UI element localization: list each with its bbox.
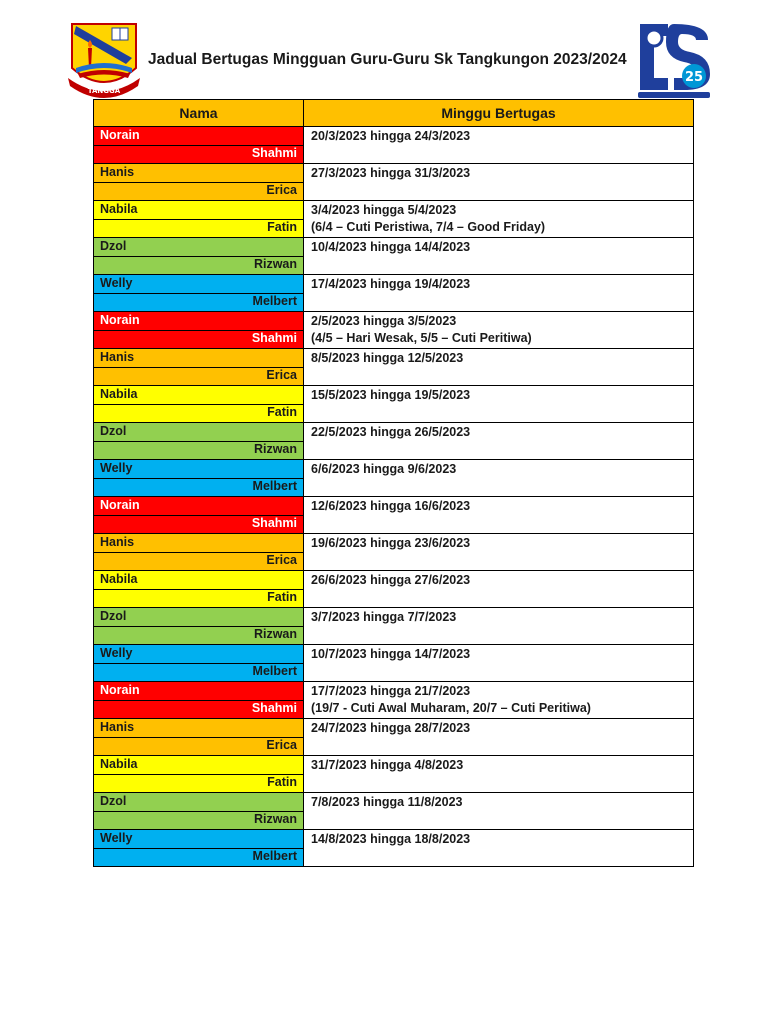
name-cell <box>94 756 304 793</box>
duty-week-range: 20/3/2023 hingga 24/3/2023 <box>311 129 471 143</box>
duty-week-note: (19/7 - Cuti Awal Muharam, 20/7 – Cuti Peritiwa) <box>311 701 591 715</box>
table-row <box>94 608 694 645</box>
anniversary-25-logo-icon <box>634 16 714 100</box>
table-row <box>94 830 694 867</box>
teacher-name-primary: Hanis <box>100 350 135 364</box>
duty-week-range: 10/4/2023 hingga 14/4/2023 <box>311 240 471 254</box>
teacher-name-primary: Nabila <box>100 387 138 401</box>
table-row <box>94 164 694 201</box>
table-row <box>94 312 694 349</box>
crest-motto: TANGGA <box>87 87 121 95</box>
duty-week-cell <box>304 497 694 534</box>
teacher-name-secondary: Melbert <box>252 664 297 678</box>
duty-week-range: 7/8/2023 hingga 11/8/2023 <box>311 795 463 809</box>
anniversary-number: 25 <box>684 70 704 85</box>
name-cell <box>94 571 304 608</box>
duty-week-cell <box>304 756 694 793</box>
duty-week-range: 17/4/2023 hingga 19/4/2023 <box>311 277 471 291</box>
table-row <box>94 386 694 423</box>
teacher-name-secondary: Fatin <box>267 590 297 604</box>
table-row <box>94 275 694 312</box>
duty-week-range: 10/7/2023 hingga 14/7/2023 <box>311 647 471 661</box>
table-row <box>94 571 694 608</box>
teacher-name-primary: Hanis <box>100 720 135 734</box>
teacher-name-secondary: Fatin <box>267 220 297 234</box>
duty-week-cell <box>304 608 694 645</box>
name-cell <box>94 608 304 645</box>
teacher-name-primary: Nabila <box>100 572 138 586</box>
duty-week-cell <box>304 571 694 608</box>
teacher-name-primary: Norain <box>100 498 140 512</box>
teacher-name-primary: Dzol <box>100 424 127 438</box>
teacher-name-primary: Norain <box>100 313 140 327</box>
school-crest-icon <box>66 18 142 98</box>
teacher-name-secondary: Erica <box>266 183 297 197</box>
name-cell <box>94 386 304 423</box>
teacher-name-primary: Welly <box>100 831 133 845</box>
duty-week-range: 27/3/2023 hingga 31/3/2023 <box>311 166 471 180</box>
name-cell <box>94 460 304 497</box>
teacher-name-primary: Dzol <box>100 794 127 808</box>
name-cell <box>94 793 304 830</box>
page-title: Jadual Bertugas Mingguan Guru-Guru Sk Tangkungon 2023/2024 <box>148 51 627 68</box>
duty-week-cell <box>304 201 694 238</box>
duty-week-cell <box>304 719 694 756</box>
teacher-name-primary: Welly <box>100 461 133 475</box>
duty-week-cell <box>304 830 694 867</box>
name-cell <box>94 349 304 386</box>
duty-week-cell <box>304 349 694 386</box>
teacher-name-secondary: Shahmi <box>251 516 297 530</box>
duty-week-range: 12/6/2023 hingga 16/6/2023 <box>311 499 471 513</box>
teacher-name-secondary: Rizwan <box>253 442 297 456</box>
duty-week-range: 15/5/2023 hingga 19/5/2023 <box>311 388 471 402</box>
duty-week-range: 3/4/2023 hingga 5/4/2023 <box>311 203 457 217</box>
duty-week-cell <box>304 238 694 275</box>
table-row <box>94 238 694 275</box>
name-cell <box>94 201 304 238</box>
name-cell <box>94 719 304 756</box>
duty-week-range: 2/5/2023 hingga 3/5/2023 <box>311 314 457 328</box>
duty-week-cell <box>304 645 694 682</box>
name-cell <box>94 423 304 460</box>
duty-week-range: 31/7/2023 hingga 4/8/2023 <box>311 758 464 772</box>
teacher-name-secondary: Erica <box>266 368 297 382</box>
teacher-name-secondary: Fatin <box>267 405 297 419</box>
name-cell <box>94 534 304 571</box>
table-row <box>94 719 694 756</box>
duty-week-note: (4/5 – Hari Wesak, 5/5 – Cuti Peritiwa) <box>311 331 532 345</box>
teacher-name-primary: Welly <box>100 276 133 290</box>
duty-week-range: 19/6/2023 hingga 23/6/2023 <box>311 536 471 550</box>
duty-week-cell <box>304 534 694 571</box>
teacher-name-secondary: Rizwan <box>253 257 297 271</box>
teacher-name-secondary: Shahmi <box>251 331 297 345</box>
teacher-name-secondary: Fatin <box>267 775 297 789</box>
teacher-name-secondary: Melbert <box>252 479 297 493</box>
teacher-name-primary: Nabila <box>100 757 138 771</box>
duty-week-range: 22/5/2023 hingga 26/5/2023 <box>311 425 471 439</box>
duty-week-range: 26/6/2023 hingga 27/6/2023 <box>311 573 471 587</box>
teacher-name-primary: Welly <box>100 646 133 660</box>
duty-week-cell <box>304 127 694 164</box>
teacher-name-secondary: Shahmi <box>251 701 297 715</box>
table-row <box>94 460 694 497</box>
name-cell <box>94 127 304 164</box>
duty-roster-table <box>93 99 694 867</box>
duty-week-cell <box>304 682 694 719</box>
teacher-name-primary: Hanis <box>100 165 135 179</box>
name-cell <box>94 164 304 201</box>
teacher-name-primary: Dzol <box>100 239 127 253</box>
table-row <box>94 497 694 534</box>
table-row <box>94 349 694 386</box>
name-cell <box>94 645 304 682</box>
roster-body <box>94 127 694 867</box>
name-cell <box>94 830 304 867</box>
duty-week-cell <box>304 423 694 460</box>
teacher-name-secondary: Melbert <box>252 849 297 863</box>
teacher-name-secondary: Erica <box>266 738 297 752</box>
duty-week-cell <box>304 275 694 312</box>
duty-week-cell <box>304 793 694 830</box>
teacher-name-primary: Dzol <box>100 609 127 623</box>
table-row <box>94 793 694 830</box>
column-header-minggu-bertugas: Minggu Bertugas <box>304 100 694 127</box>
teacher-name-secondary: Melbert <box>252 294 297 308</box>
table-header-row <box>94 100 694 127</box>
table-row <box>94 534 694 571</box>
column-header-nama: Nama <box>94 100 304 127</box>
teacher-name-primary: Norain <box>100 128 140 142</box>
duty-week-range: 6/6/2023 hingga 9/6/2023 <box>311 462 457 476</box>
duty-week-cell <box>304 164 694 201</box>
teacher-name-secondary: Erica <box>266 553 297 567</box>
teacher-name-primary: Hanis <box>100 535 135 549</box>
duty-week-range: 8/5/2023 hingga 12/5/2023 <box>311 351 464 365</box>
name-cell <box>94 275 304 312</box>
table-row <box>94 127 694 164</box>
name-cell <box>94 312 304 349</box>
duty-week-cell <box>304 460 694 497</box>
duty-week-range: 14/8/2023 hingga 18/8/2023 <box>311 832 471 846</box>
table-row <box>94 423 694 460</box>
name-cell <box>94 682 304 719</box>
teacher-name-secondary: Rizwan <box>253 627 297 641</box>
page-header <box>0 0 768 100</box>
teacher-name-secondary: Shahmi <box>251 146 297 160</box>
name-cell <box>94 238 304 275</box>
duty-week-cell <box>304 312 694 349</box>
teacher-name-primary: Nabila <box>100 202 138 216</box>
duty-week-note: (6/4 – Cuti Peristiwa, 7/4 – Good Friday) <box>311 220 546 234</box>
duty-week-range: 3/7/2023 hingga 7/7/2023 <box>311 610 457 624</box>
table-row <box>94 756 694 793</box>
name-cell <box>94 497 304 534</box>
teacher-name-secondary: Rizwan <box>253 812 297 826</box>
duty-week-range: 17/7/2023 hingga 21/7/2023 <box>311 684 471 698</box>
duty-week-cell <box>304 386 694 423</box>
duty-week-range: 24/7/2023 hingga 28/7/2023 <box>311 721 471 735</box>
table-row <box>94 682 694 719</box>
table-row <box>94 201 694 238</box>
teacher-name-primary: Norain <box>100 683 140 697</box>
table-row <box>94 645 694 682</box>
